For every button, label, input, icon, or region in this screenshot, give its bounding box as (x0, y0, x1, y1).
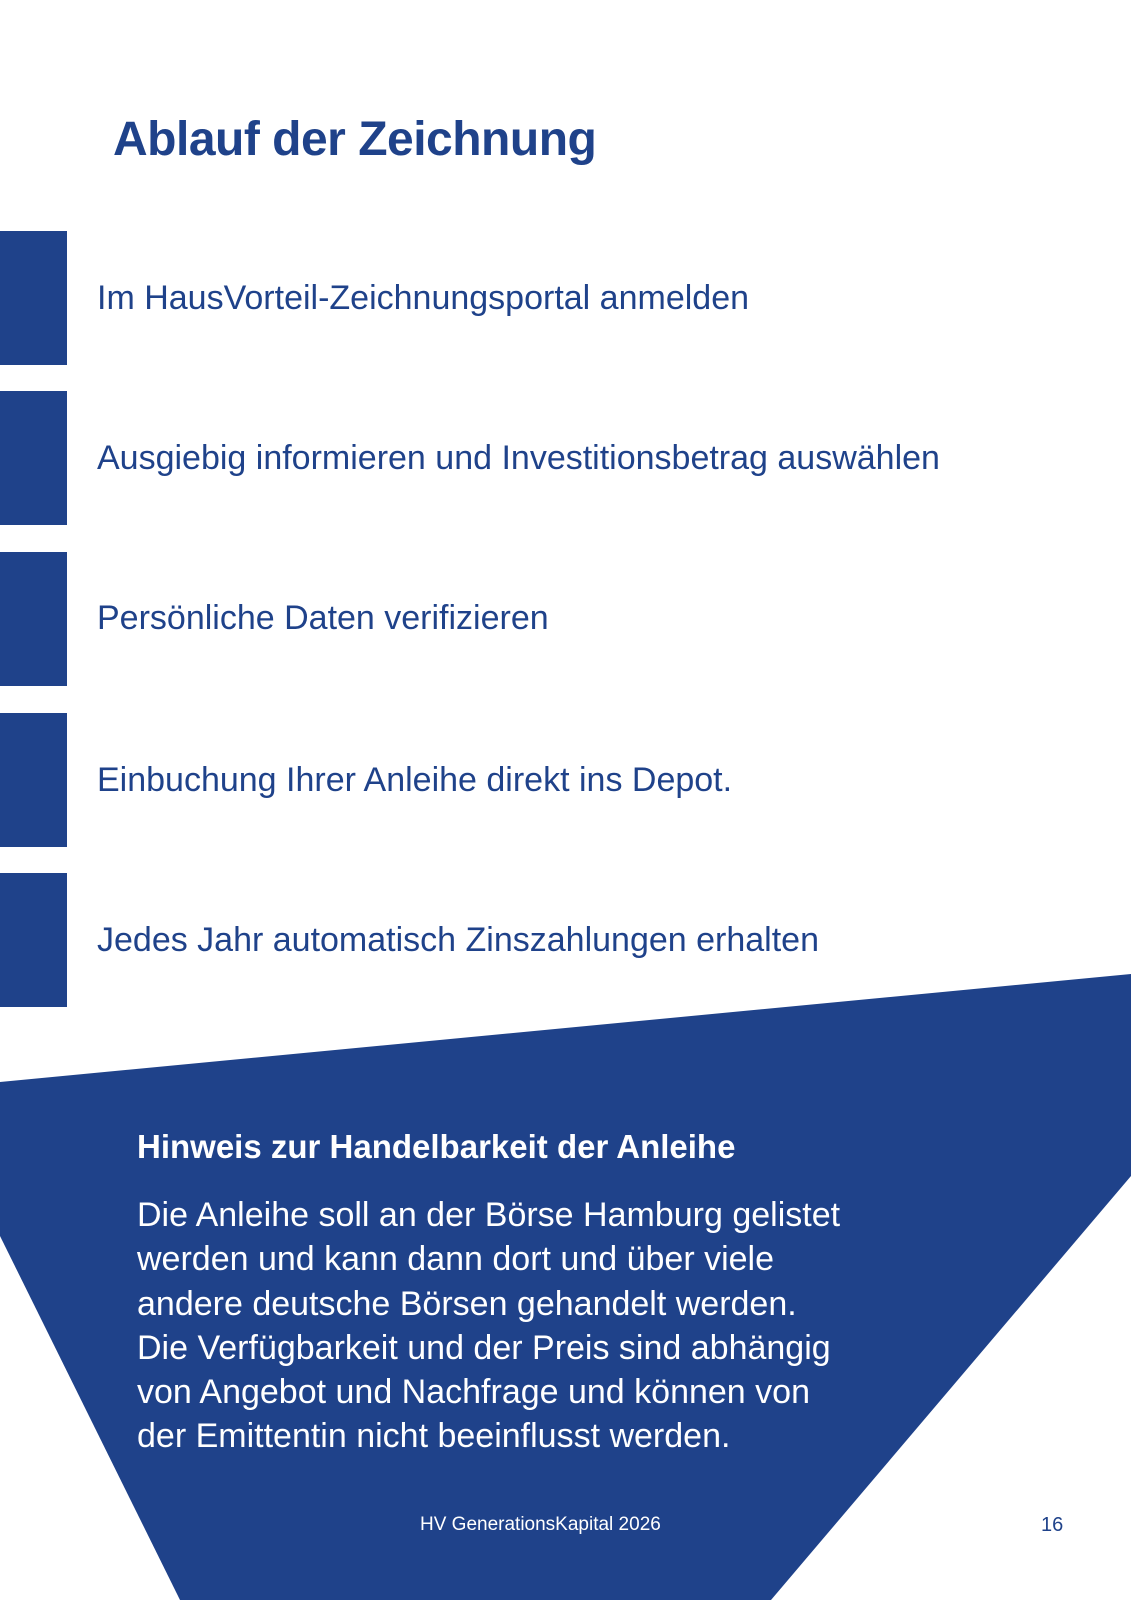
note-line: Die Verfügbarkeit und der Preis sind abhängig (137, 1328, 831, 1367)
step-marker (0, 231, 67, 365)
note-line: Die Anleihe soll an der Börse Hamburg gelistet (137, 1196, 841, 1234)
note-heading: Hinweis zur Handelbarkeit der Anleihe (137, 1128, 736, 1165)
step-label: Jedes Jahr automatisch Zinszahlungen erhalten (97, 921, 819, 959)
footer-document-name: HV GenerationsKapital 2026 (420, 1514, 661, 1535)
step-marker (0, 713, 67, 847)
note-line: andere deutsche Börsen gehandelt werden. (137, 1284, 797, 1323)
page-title: Ablauf der Zeichnung (113, 113, 597, 166)
step-label: Im HausVorteil-Zeichnungsportal anmelden (97, 279, 750, 317)
note-body (137, 1193, 937, 1459)
step-label: Einbuchung Ihrer Anleihe direkt ins Depot. (97, 761, 733, 799)
note-line: werden und kann dann dort und über viele (137, 1240, 775, 1279)
note-line: von Angebot und Nachfrage und können von (137, 1373, 810, 1412)
step-marker (0, 552, 67, 686)
step-label: Persönliche Daten verifizieren (97, 599, 549, 637)
note-line: der Emittentin nicht beeinflusst werden. (137, 1417, 731, 1456)
step-marker (0, 873, 67, 1007)
step-marker (0, 391, 67, 525)
page-number: 16 (1041, 1514, 1064, 1536)
step-label: Ausgiebig informieren und Investitionsbetrag auswählen (97, 439, 940, 477)
